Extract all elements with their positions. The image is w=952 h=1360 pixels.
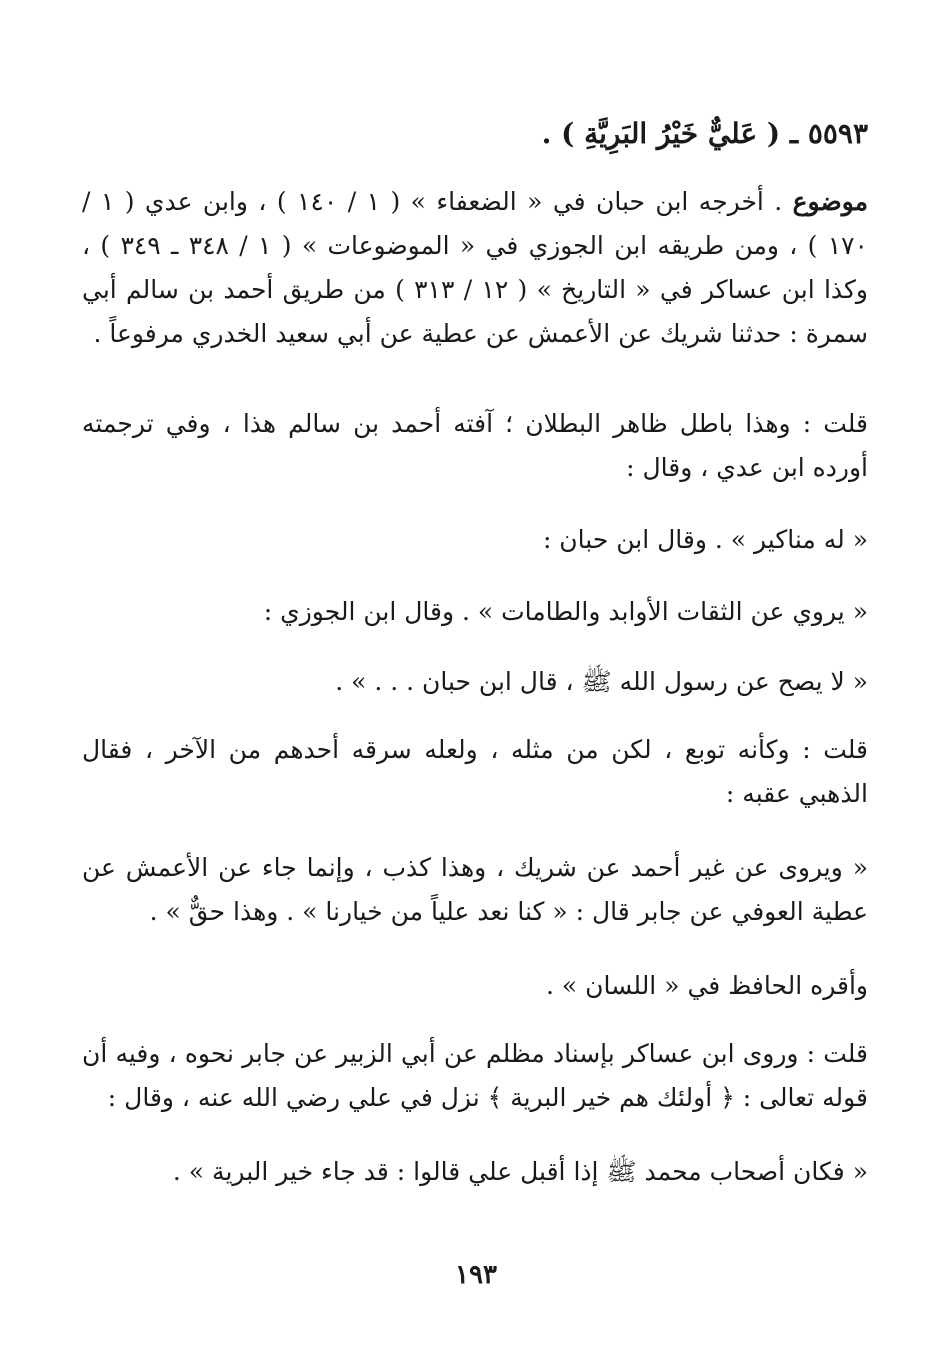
paragraph-comment-1: قلت : وهذا باطل ظاهر البطلان ؛ آفته أحمد بن سالم هذا ، وفي ترجمته أورده ابن عدي ، وقال : bbox=[82, 409, 868, 482]
quote-ibn-hibban: « يروي عن الثقات الأوابد والطامات » . وقال ابن الجوزي : bbox=[263, 597, 868, 626]
quote-ibn-adi: « له مناكير » . وقال ابن حبان : bbox=[542, 525, 868, 554]
paragraph-comment-3: قلت : وروى ابن عساكر بإسناد مظلم عن أبي الزبير عن جابر نحوه ، وفيه أن قوله تعالى : ﴿ أولئك هم خير البرية ﴾ نزل في علي رضي الله عنه ، وقال : bbox=[82, 1039, 868, 1112]
paragraph-comment-2: قلت : وكأنه توبع ، لكن من مثله ، ولعله سرقه أحدهم من الآخر ، فقال الذهبي عقبه : bbox=[82, 735, 868, 808]
quote-final: « فكان أصحاب محمد ﷺ إذا أقبل علي قالوا : قد جاء خير البرية » . bbox=[172, 1157, 868, 1186]
paragraph-mawdu bbox=[82, 180, 868, 356]
quote-ibn-jawzi: « لا يصح عن رسول الله ﷺ ، قال ابن حبان . . . » . bbox=[335, 667, 868, 696]
paragraph-lisan: وأقره الحافظ في « اللسان » . bbox=[546, 971, 868, 1000]
quote-dhahabi: « ويروى عن غير أحمد عن شريك ، وهذا كذب ، وإنما جاء عن الأعمش عن عطية العوفي عن جابر قال : « كنا نعد علياً من خيارنا » . وهذا حقٌّ » . bbox=[82, 853, 868, 926]
hadith-heading: ٥٥٩٣ ـ ( عَليٌّ خَيْرُ البَرِيَّةِ ) . bbox=[541, 117, 868, 150]
page-number: ١٩٣ bbox=[455, 1260, 497, 1290]
paragraph-text: . أخرجه ابن حبان في « الضعفاء » ( ١ / ١٤٠ ) ، وابن عدي ( ١ / ١٧٠ ) ، ومن طريقه ابن الجوزي في « الموضوعات » ( ١ / ٣٤٨ ـ ٣٤٩ ) ، وكذا ابن عساكر في « التاريخ » ( ١٢ / ٣١٣ ) من طريق أحمد بن سالم أبي سمرة : حدثنا شريك عن الأعمش عن عطية عن أبي سعيد الخدري مرفوعاً . bbox=[82, 187, 868, 348]
ruling-label: موضوع bbox=[792, 187, 869, 216]
